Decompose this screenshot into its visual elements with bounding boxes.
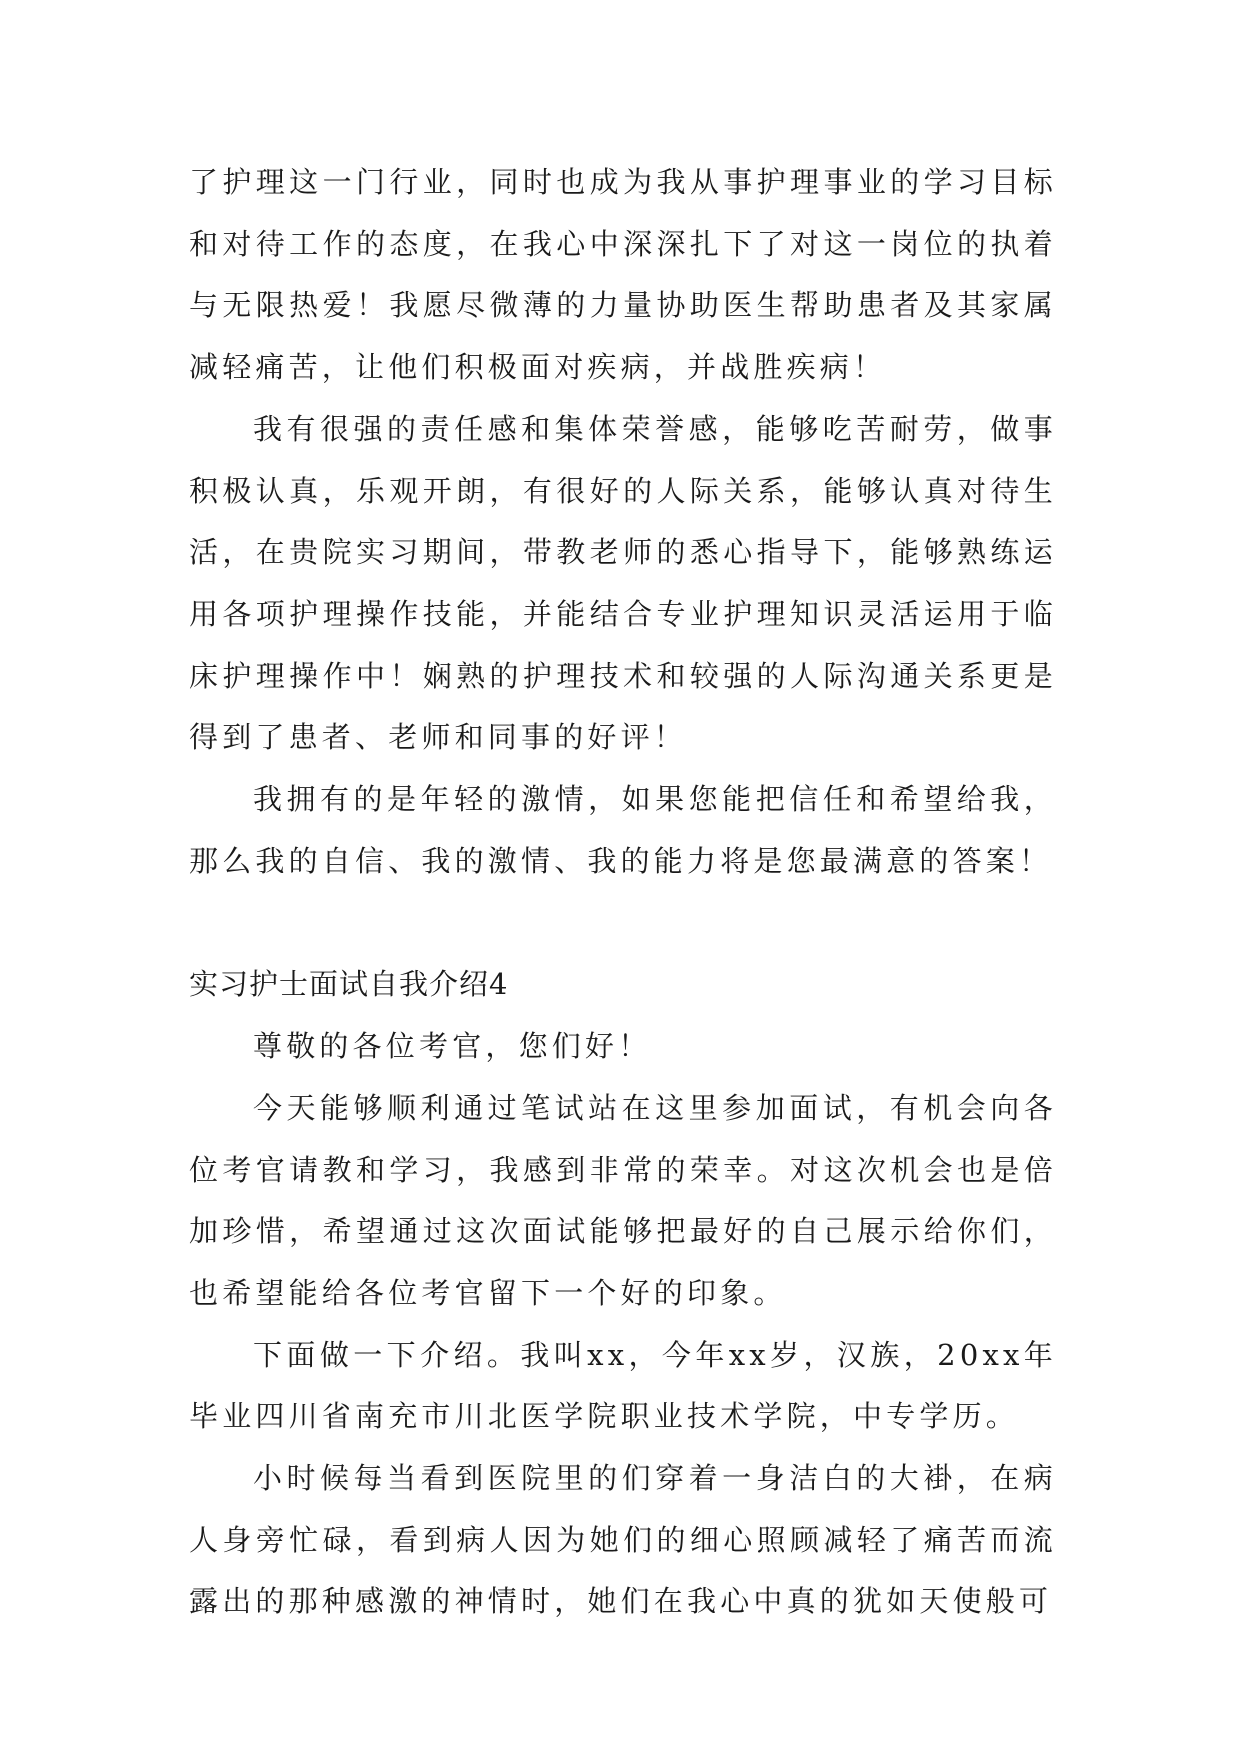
paragraph-greeting: 尊敬的各位考官，您们好！ — [253, 1029, 652, 1064]
section-title: 实习护士面试自我介绍4 — [189, 967, 509, 1002]
paragraph-passion: 我拥有的是年轻的激情，如果您能把信任和希望给我，那么我的自信、我的激情、我的能力将是您最满意的答案！ — [189, 782, 1057, 878]
paragraph-nursing-career-continued: 了护理这一门行业，同时也成为我从事护理事业的学习目标和对待工作的态度，在我心中深深扎下了对这一岗位的执着与无限热爱！我愿尽微薄的力量协助医生帮助患者及其家属减轻痛苦，让他们积极面对疾病，并战胜疾病！ — [189, 165, 1057, 385]
paragraph-opportunity: 今天能够顺利通过笔试站在这里参加面试，有机会向各位考官请教和学习，我感到非常的荣幸。对这次机会也是倍加珍惜，希望通过这次面试能够把最好的自己展示给你们，也希望能给各位考官留下一个好的印象。 — [189, 1090, 1057, 1310]
paragraph-responsibility: 我有很强的责任感和集体荣誉感，能够吃苦耐劳，做事积极认真，乐观开朗，有很好的人际关系，能够认真对待生活，在贵院实习期间，带教老师的悉心指导下，能够熟练运用各项护理操作技能，并能结合专业护理知识灵活运用于临床护理操作中！娴熟的护理技术和较强的人际沟通关系更是得到了患者、老师和同事的好评！ — [189, 411, 1057, 755]
document-body — [189, 152, 1057, 1633]
paragraph-introduction: 下面做一下介绍。我叫xx，今年xx岁，汉族，20xx年毕业四川省南充市川北医学院职业技术学院，中专学历。 — [189, 1337, 1057, 1434]
paragraph-childhood: 小时候每当看到医院里的们穿着一身洁白的大褂，在病人身旁忙碌，看到病人因为她们的细心照顾减轻了痛苦而流露出的那种感激的神情时，她们在我心中真的犹如天使般可 — [189, 1461, 1057, 1619]
